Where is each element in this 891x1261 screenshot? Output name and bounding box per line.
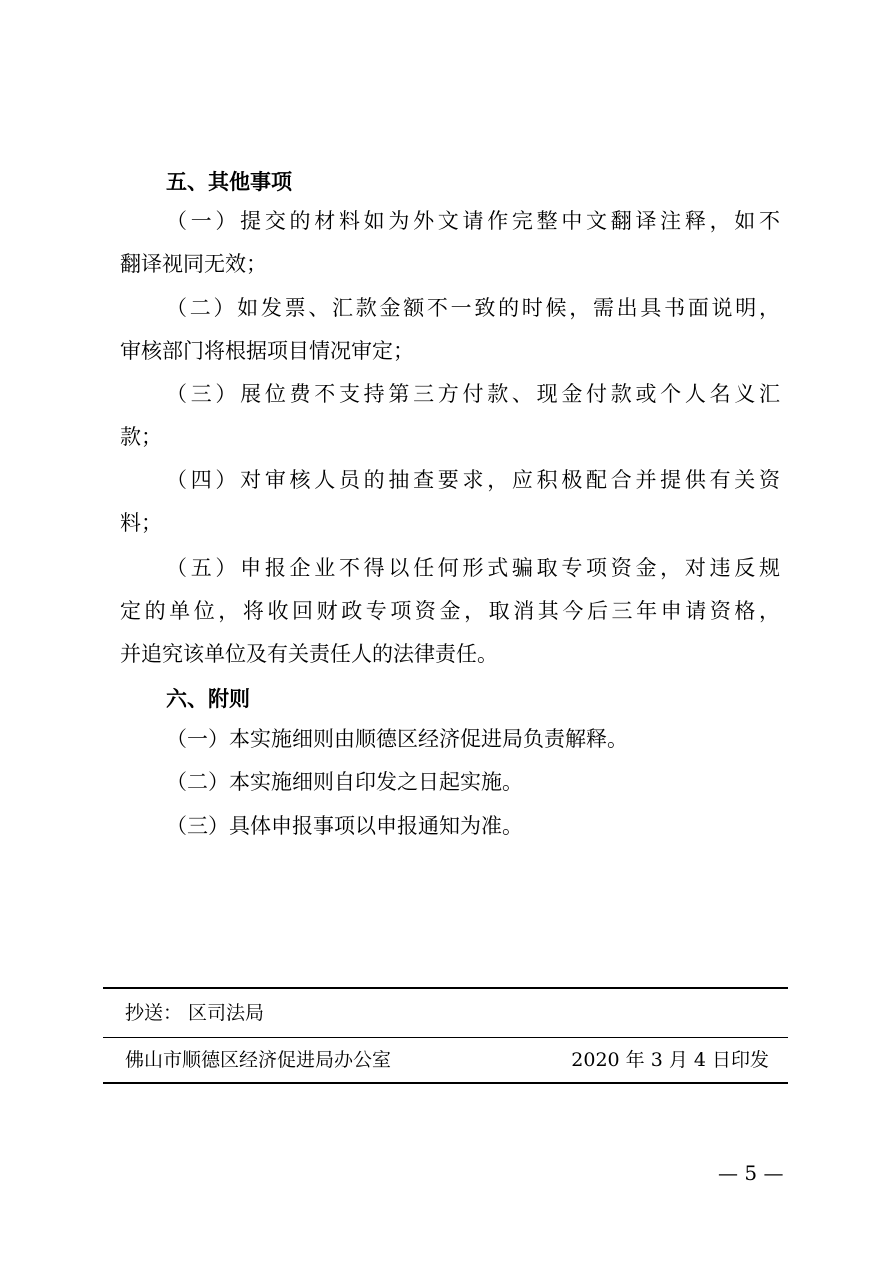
footer-top-rule xyxy=(103,987,788,989)
paragraph-line: 审核部门将根据项目情况审定； xyxy=(120,339,414,363)
issue-date: 2020 年 3 月 4 日印发 xyxy=(571,1049,769,1071)
paragraph-line: 款； xyxy=(120,425,162,449)
paragraph-line: （一）本实施细则由顺德区经济促进局负责解释。 xyxy=(166,727,628,751)
paragraph-line: （一）提交的材料如为外文请作完整中文翻译注释，如不 xyxy=(166,209,780,233)
footer-middle-rule xyxy=(103,1037,788,1038)
cc-row xyxy=(125,998,264,1028)
footer-bottom-rule xyxy=(103,1082,788,1084)
section-heading-supplementary-provisions: 六、附则 xyxy=(166,687,250,711)
paragraph-line: （三）具体申报事项以申报通知为准。 xyxy=(166,814,523,838)
section-heading-other-matters: 五、其他事项 xyxy=(166,170,292,194)
paragraph-line: （二）本实施细则自印发之日起实施。 xyxy=(166,770,523,794)
paragraph-line: （二）如发票、汇款金额不一致的时候，需出具书面说明， xyxy=(166,296,780,320)
paragraph-line: 翻译视同无效； xyxy=(120,252,267,276)
issuing-office: 佛山市顺德区经济促进局办公室 xyxy=(125,1049,392,1071)
paragraph-line: （三）展位费不支持第三方付款、现金付款或个人名义汇 xyxy=(166,382,780,406)
paragraph-line: 并追究该单位及有关责任人的法律责任。 xyxy=(120,642,498,666)
paragraph-line: 料； xyxy=(120,511,162,535)
cc-label: 抄送： xyxy=(125,1002,183,1024)
paragraph-line: （四）对审核人员的抽查要求，应积极配合并提供有关资 xyxy=(166,468,780,492)
paragraph-line: 定的单位，将收回财政专项资金，取消其今后三年申请资格， xyxy=(120,599,780,623)
page-number: — 5 — xyxy=(718,1161,784,1185)
paragraph-line: （五）申报企业不得以任何形式骗取专项资金，对违反规 xyxy=(166,556,780,580)
cc-recipient: 区司法局 xyxy=(188,1002,265,1024)
